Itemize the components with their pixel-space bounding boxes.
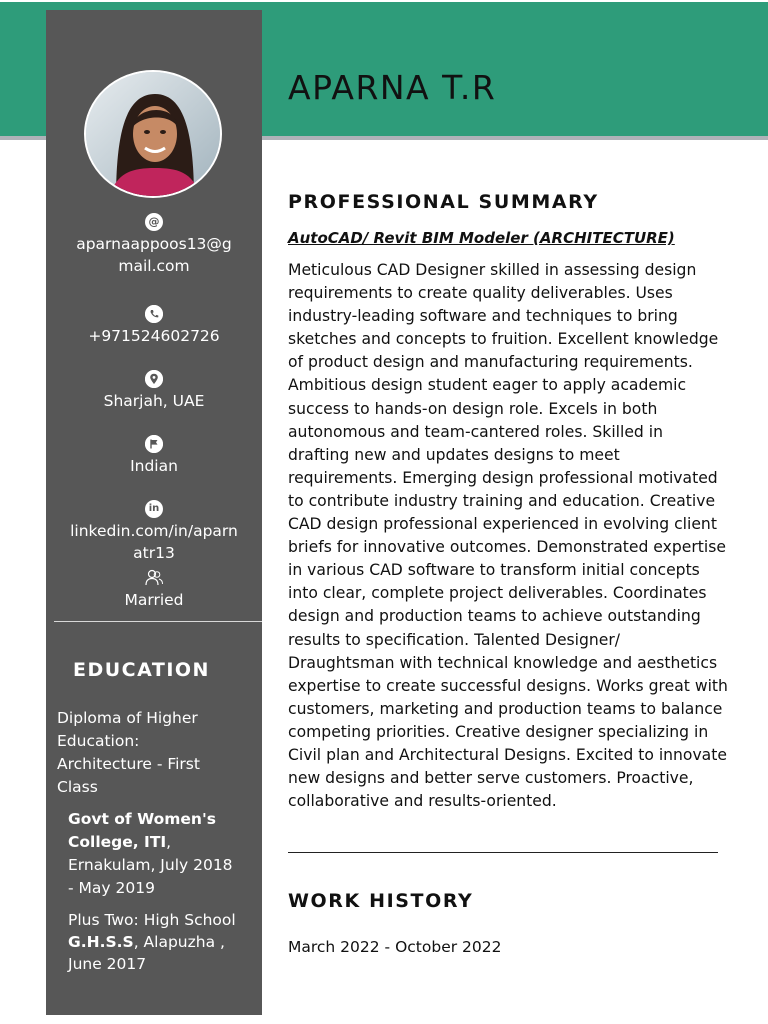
- education-heading: EDUCATION: [73, 659, 210, 681]
- linkedin-icon: in: [145, 500, 163, 518]
- summary-heading: PROFESSIONAL SUMMARY: [288, 191, 599, 213]
- contact-email: [46, 213, 262, 277]
- location-text: Sharjah, UAE: [103, 392, 205, 410]
- plus-two-details: , Alapuzha , June 2017: [68, 933, 225, 973]
- nationality-text: Indian: [130, 457, 178, 475]
- people-icon: [144, 568, 164, 588]
- summary-text: Meticulous CAD Designer skilled in assessing design requirements to create quality deliverables. Uses industry-leading software and techniques to bring sketches and concepts to fruition. Excellent knowledge of product design and manufacturing requirements. Ambitious design student eager to apply academic success to hands-on design role. Excels in both autonomous and team-cantered roles. Skilled in drafting new and updates designs to meet requirements. Emerging design professional motivated to contribute industry training and education. Creative CAD design professional experienced in evolving client briefs for innovative outcomes. Demonstrated expertise in various CAD software to transform initial concepts into clear, complete project deliverables. Coordinates design and production teams to achieve outstanding results to specification. Talented Designer/ Draughtsman with technical knowledge and aesthetics expertise to create successful designs. Works great with customers, marketing and production teams to balance competing priorities. Creative designer specializing in Civil plan and Architectural Designs. Excited to innovate new designs and better serve customers. Proactive, collaborative and results-oriented.: [288, 261, 728, 811]
- contact-marital-status: [46, 568, 262, 611]
- linkedin-link[interactable]: linkedin.com/in/aparnatr13: [70, 522, 238, 562]
- contact-nationality: [46, 435, 262, 477]
- work-history-heading: WORK HISTORY: [288, 890, 474, 912]
- school-name: Govt of Women's College, ITI: [68, 810, 216, 851]
- sidebar-divider: [54, 621, 262, 622]
- section-divider: [288, 852, 718, 853]
- work-date-range: March 2022 - October 2022: [288, 938, 502, 956]
- phone-text[interactable]: +971524602726: [88, 327, 220, 345]
- at-sign-icon: @: [145, 213, 163, 231]
- education-plus-two: [68, 909, 243, 975]
- contact-phone: [46, 305, 262, 347]
- flag-icon: [145, 435, 163, 453]
- marital-status-text: Married: [124, 591, 184, 609]
- map-pin-icon: [145, 370, 163, 388]
- plus-two-prefix: Plus Two: High School: [68, 911, 236, 929]
- plus-two-school: G.H.S.S: [68, 933, 134, 951]
- school-details: , Ernakulam, July 2018 - May 2019: [68, 833, 233, 897]
- education-degree: Diploma of Higher Education: Architecture - First Class: [57, 709, 200, 796]
- phone-icon: [145, 305, 163, 323]
- profile-photo-illustration: [86, 72, 222, 198]
- email-text[interactable]: aparnaappoos13@gmail.com: [76, 235, 232, 275]
- education-school: [68, 808, 243, 900]
- profile-photo: [84, 70, 222, 198]
- role-title: AutoCAD/ Revit BIM Modeler (ARCHITECTURE): [288, 229, 675, 247]
- sidebar: [46, 10, 262, 1015]
- contact-location: [46, 370, 262, 412]
- resume-name: APARNA T.R: [288, 68, 497, 107]
- contact-linkedin: [46, 500, 262, 564]
